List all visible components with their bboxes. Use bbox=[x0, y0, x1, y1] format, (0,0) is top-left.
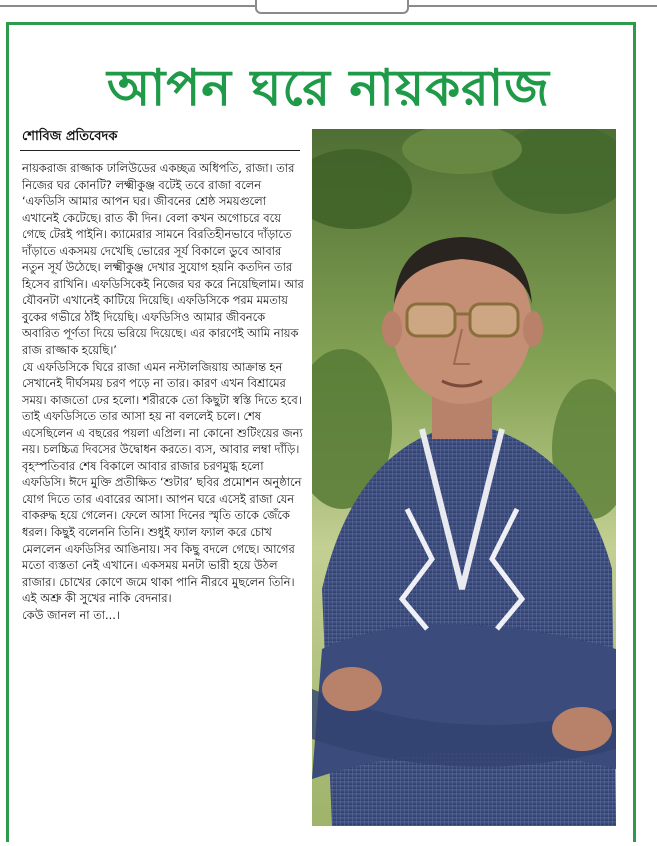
portrait-illustration bbox=[312, 129, 616, 826]
byline: শোবিজ প্রতিবেদক bbox=[22, 129, 118, 144]
article-body bbox=[22, 160, 305, 623]
paragraph-1: নায়করাজ রাজ্জাক ঢালিউডের একচ্ছত্র অধিপতি, রাজা। তার নিজের ঘর কোনটি? লক্ষ্মীকুঞ্জ বটেই তবে রাজা বলেন ‘এফডিসি আমার আপন ঘর। জীবনের শ্রেষ্ঠ সময়গুলো এখানেই কেটেছে। রাত কী দিন। বেলা কখন অগোচরে বয়ে গেছে টেরই পাইনি। ক্যামেরার সামনে বিরতিহীনভাবে দাঁড়াতে দাঁড়াতে একসময় দেখেছি ভোরের সূর্য বিকালে ডুবে আবার নতুন সূর্য উঠেছে। লক্ষ্মীকুঞ্জ দেখার সুযোগ হয়নি কতদিন তার হিসেব রাখিনি। এফডিসিকেই নিজের ঘর করে নিয়েছিলাম। আর যৌবনটা এখানেই কাটিয়ে দিয়েছি। এফডিসিকে পরম মমতায় বুকের গভীরে ঠাঁই দিয়েছি। এফডিসিও আমার জীবনকে অবারিত পূর্ণতা দিয়ে ভরিয়ে দিয়েছে। এর কারণেই আমি নায়ক রাজ রাজ্জাক হয়েছি।’ bbox=[22, 161, 304, 358]
top-tab-shape bbox=[255, 0, 409, 14]
page-top-band bbox=[0, 0, 657, 22]
headline: আপন ঘরে নায়করাজ bbox=[107, 59, 550, 117]
paragraph-2: যে এফডিসিকে ঘিরে রাজা এমন নস্টালজিয়ায় আক্রান্ত হন সেখানেই দীর্ঘসময় চরণ পড়ে না তার। কারণ এখন বিশ্রামের সময়। কাজতো ঢের হলো। শরীরকে তো কিছুটা স্বস্তি দিতে হবে। তাই এফডিসিতে তার আসা হয় না বললেই চলে। শেষ এসেছিলেন এ বছরের পয়লা এপ্রিল। না কোনো শুটিংয়ের জন্য নয়। চলচ্চিত্র দিবসের উদ্বোধন করতে। ব্যস, আবার লম্বা দাঁড়ি। বৃহস্পতিবার শেষ বিকালে আবার রাজার চরণমুগ্ধ হলো এফডিসি। ঈদে মুক্তি প্রতীক্ষিত ‘শুটার’ ছবির প্রমোশন অনুষ্ঠানে যোগ দিতে তার এবারের আসা। আপন ঘরে এসেই রাজা যেন বাকরুদ্ধ হয়ে গেলেন। ফেলে আসা দিনের স্মৃতি তাকে জেঁকে ধরল। কিছুই বলেননি তিনি। শুধুই ফ্যাল ফ্যাল করে চোখ মেললেন এফডিসির আঙিনায়। সব কিছু বদলে গেছে। আগের মতো ব্যস্ততা নেই এখানে। একসময় মনটা ভারী হয়ে উঠল রাজার। চোখের কোণে জমে থাকা পানি নীরবে মুছলেন তিনি। এই অশ্রু কী সুখের নাকি বেদনার। bbox=[22, 359, 303, 606]
portrait-photo bbox=[312, 129, 616, 826]
paragraph-3: কেউ জানল না তা...। bbox=[22, 607, 120, 622]
byline-rule bbox=[20, 150, 300, 151]
